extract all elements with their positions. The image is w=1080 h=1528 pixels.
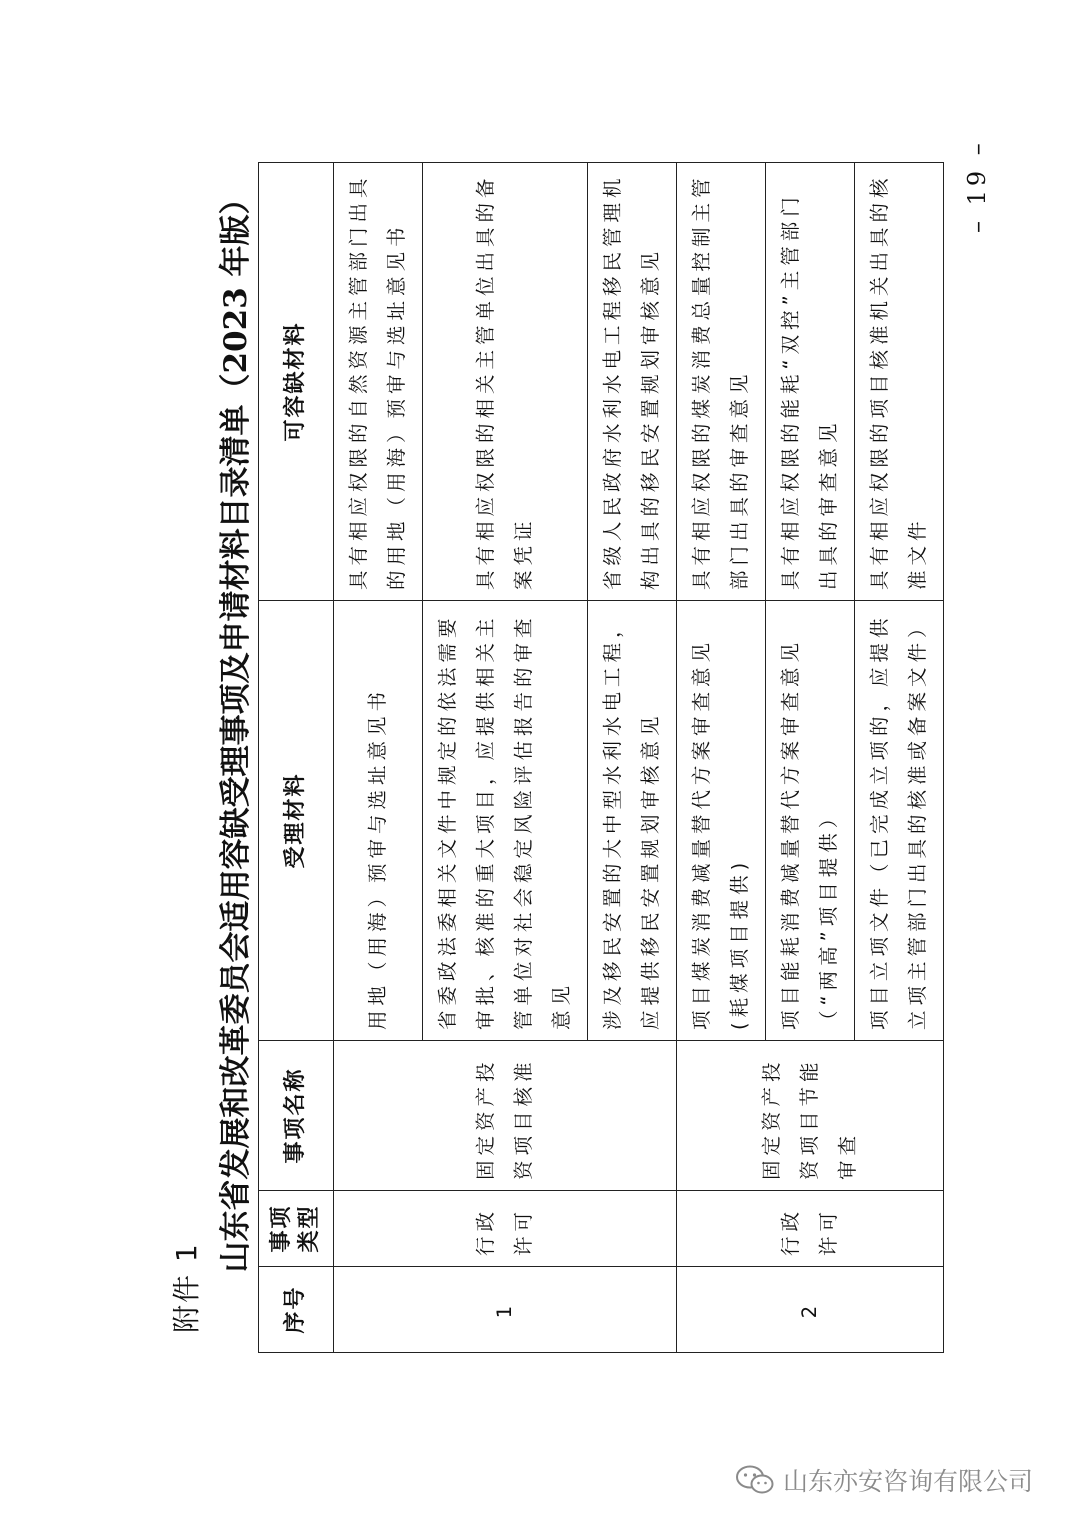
attachment-label: 附件 1 xyxy=(170,1242,203,1333)
watermark-text: 山东亦安咨询有限公司 xyxy=(783,1467,1034,1496)
table-row xyxy=(677,163,766,1353)
header-type: 事项类型 xyxy=(259,1191,334,1267)
header-name: 事项名称 xyxy=(259,1041,334,1191)
table-row xyxy=(334,163,423,1353)
header-no: 序号 xyxy=(259,1267,334,1353)
deferrable-material: 具有相应权限的相关主管单位出具的备案凭证 xyxy=(423,163,588,601)
item-name: 固定资产投资项目核准 xyxy=(334,1041,677,1191)
application-material: 用地（用海）预审与选址意见书 xyxy=(334,601,423,1041)
header-materials: 受理材料 xyxy=(259,601,334,1041)
deferrable-material: 具有相应权限的项目核准机关出具的核准文件 xyxy=(855,163,944,601)
table-header-row xyxy=(259,163,334,1353)
row-number: 2 xyxy=(677,1267,944,1353)
item-name: 固定资产投资项目节能审查 xyxy=(677,1041,944,1191)
application-material: 涉及移民安置的大中型水利水电工程，应提供移民安置规划审核意见 xyxy=(588,601,677,1041)
wechat-icon xyxy=(735,1464,775,1496)
materials-table xyxy=(258,162,944,1353)
header-deferrable: 可容缺材料 xyxy=(259,163,334,601)
application-material: 项目煤炭消费减量替代方案审查意见(耗煤项目提供) xyxy=(677,601,766,1041)
watermark xyxy=(735,1462,1033,1498)
deferrable-material: 具有相应权限的自然资源主管部门出具的用地（用海）预审与选址意见书 xyxy=(334,163,423,601)
deferrable-material: 具有相应权限的能耗“双控”主管部门出具的审查意见 xyxy=(766,163,855,601)
item-type: 行政许可 xyxy=(334,1191,677,1267)
item-type: 行政许可 xyxy=(677,1191,944,1267)
document-title: 山东省发展和改革委员会适用容缺受理事项及申请材料目录清单（2023 年版） xyxy=(218,183,254,1273)
application-material: 项目能耗消费减量替代方案审查意见（“两高”项目提供） xyxy=(766,601,855,1041)
row-number: 1 xyxy=(334,1267,677,1353)
application-material: 项目立项文件（已完成立项的，应提供立项主管部门出具的核准或备案文件） xyxy=(855,601,944,1041)
deferrable-material: 省级人民政府水利水电工程移民管理机构出具的移民安置规划审核意见 xyxy=(588,163,677,601)
application-material: 省委政法委相关文件中规定的依法需要审批、核准的重大项目，应提供相关主管单位对社会稳定风险评估报告的审查意见 xyxy=(423,601,588,1041)
page-number: – 19 – xyxy=(963,139,991,233)
deferrable-material: 具有相应权限的煤炭消费总量控制主管部门出具的审查意见 xyxy=(677,163,766,601)
